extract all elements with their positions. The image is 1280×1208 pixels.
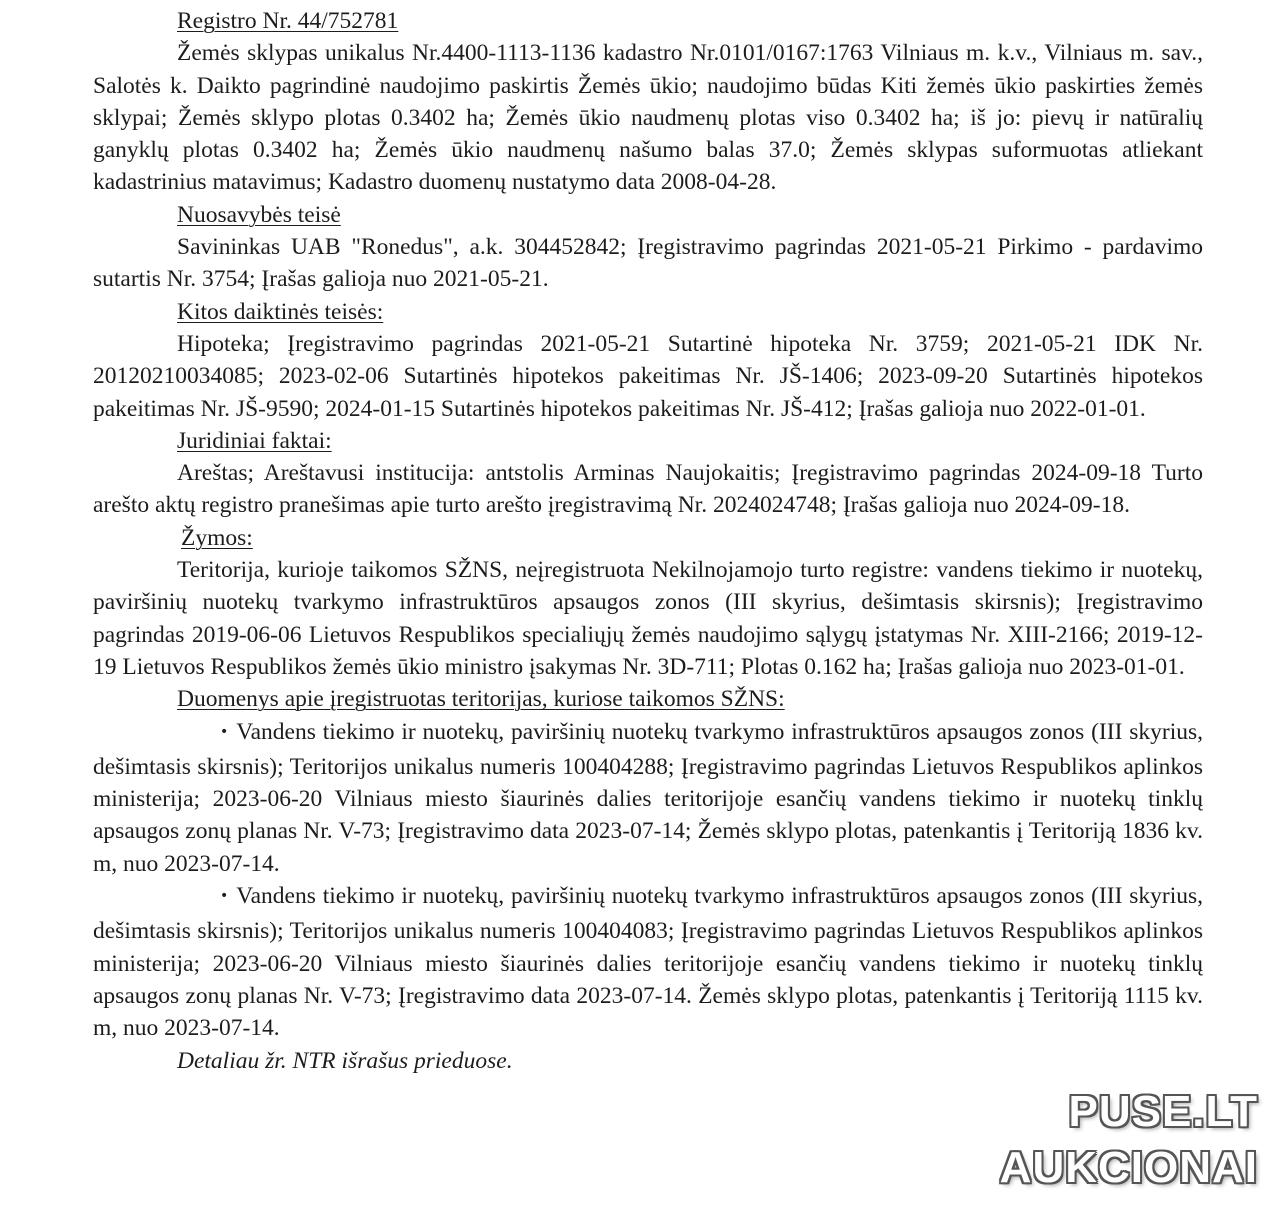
watermark-line-1: PUSE.LT [1068,1087,1258,1136]
territory-item-text: Vandens tiekimo ir nuotekų, paviršinių nuotekų tvarkymo infrastruktūros apsaugos zonos (III skyrius, dešimtasis skirsnis); Teritorijos unikalus numeris 100404288; Įregistravimo pagrindas Lietuvos Respublikos aplinkos ministerija; 2023-06-20 Vilniaus miesto šiaurinės dalies teritorijoje esančių vandens tiekimo ir nuotekų tinklų apsaugos zonų planas Nr. V-73; Įregistravimo data 2023-07-14; Žemės sklypo plotas, patenkantis į Teritoriją 1836 kv. m, nuo 2023-07-14. [93,718,1203,877]
footer-note: Detaliau žr. NTR išrašus prieduose. [177,1047,513,1074]
marks-text: Teritorija, kurioje taikomos SŽNS, neįregistruota Nekilnojamojo turto registre: vandens tiekimo ir nuotekų, paviršinių nuotekų tvarkymo infrastruktūros apsaugos zonos (III skyrius, dešimtasis skirsnis); Įregistravimo pagrindas 2019-06-06 Lietuvos Respublikos specialiųjų žemės naudojimo sąlygų įstatymas Nr. XIII-2166; 2019-12-19 Lietuvos Respublikos žemės ūkio ministro įsakymas Nr. 3D-711; Plotas 0.162 ha; Įrašas galioja nuo 2023-01-01. [93,557,1203,680]
other-rights-heading: Kitos daiktinės teisės: [177,298,384,325]
watermark-line-2: AUKCIONAI [999,1143,1258,1192]
territories-heading: Duomenys apie įregistruotas teritorijas, kuriose taikomos SŽNS: [177,686,785,713]
registry-heading: Registro Nr. 44/752781 [177,8,399,34]
territory-item-2 [93,880,1203,1044]
marks-heading: Žymos: [181,524,253,551]
document-page [93,5,1203,1077]
watermark-logo [978,1084,1258,1196]
legal-facts-text: Areštas; Areštavusi institucija: antstolis Arminas Naujokaitis; Įregistravimo pagrindas 2024-09-18 Turto arešto aktų registro pranešimas apie turto arešto įregistravimą Nr. 2024024748; Įrašas galioja nuo 2024-09-18. [93,460,1203,519]
legal-facts-heading: Juridiniai faktai: [177,427,332,454]
territory-item-text: Vandens tiekimo ir nuotekų, paviršinių nuotekų tvarkymo infrastruktūros apsaugos zonos (III skyrius, dešimtasis skirsnis); Teritorijos unikalus numeris 100404083; Įregistravimo pagrindas Lietuvos Respublikos aplinkos ministerija; 2023-06-20 Vilniaus miesto šiaurinės dalies teritorijoje esančių vandens tiekimo ir nuotekų tinklų apsaugos zonų planas Nr. V-73; Įregistravimo data 2023-07-14. Žemės sklypo plotas, patenkantis į Teritoriją 1115 kv. m, nuo 2023-07-14. [93,883,1203,1042]
other-rights-text: Hipoteka; Įregistravimo pagrindas 2021-05-21 Sutartinė hipoteka Nr. 3759; 2021-05-21 IDK Nr. 20120210034085; 2023-02-06 Sutartinės hipotekos pakeitimas Nr. JŠ-1406; 2023-09-20 Sutartinės hipotekos pakeitimas Nr. JŠ-9590; 2024-01-15 Sutartinės hipotekos pakeitimas Nr. JŠ-412; Įrašas galioja nuo 2022-01-01. [93,330,1203,422]
ownership-text: Savininkas UAB "Ronedus", a.k. 304452842; Įregistravimo pagrindas 2021-05-21 Pirkimo - pardavimo sutartis Nr. 3754; Įrašas galioja nuo 2021-05-21. [93,234,1203,293]
bullet-icon: • [220,888,229,905]
territory-item-1 [93,716,1203,880]
ownership-heading: Nuosavybės teisė [177,201,341,228]
bullet-icon: • [220,723,229,740]
registry-text: Žemės sklypas unikalus Nr.4400-1113-1136 kadastro Nr.0101/0167:1763 Vilniaus m. k.v., Vilniaus m. sav., Salotės k. Daikto pagrindinė naudojimo paskirtis Žemės ūkio; naudojimo būdas Kiti žemės ūkio paskirties žemės sklypai; Žemės sklypo plotas 0.3402 ha; Žemės ūkio naudmenų plotas viso 0.3402 ha; iš jo: pievų ir natūralių ganyklų plotas 0.3402 ha; Žemės ūkio naudmenų našumo balas 37.0; Žemės sklypas suformuotas atliekant kadastrinius matavimus; Kadastro duomenų nustatymo data 2008-04-28. [93,40,1203,196]
